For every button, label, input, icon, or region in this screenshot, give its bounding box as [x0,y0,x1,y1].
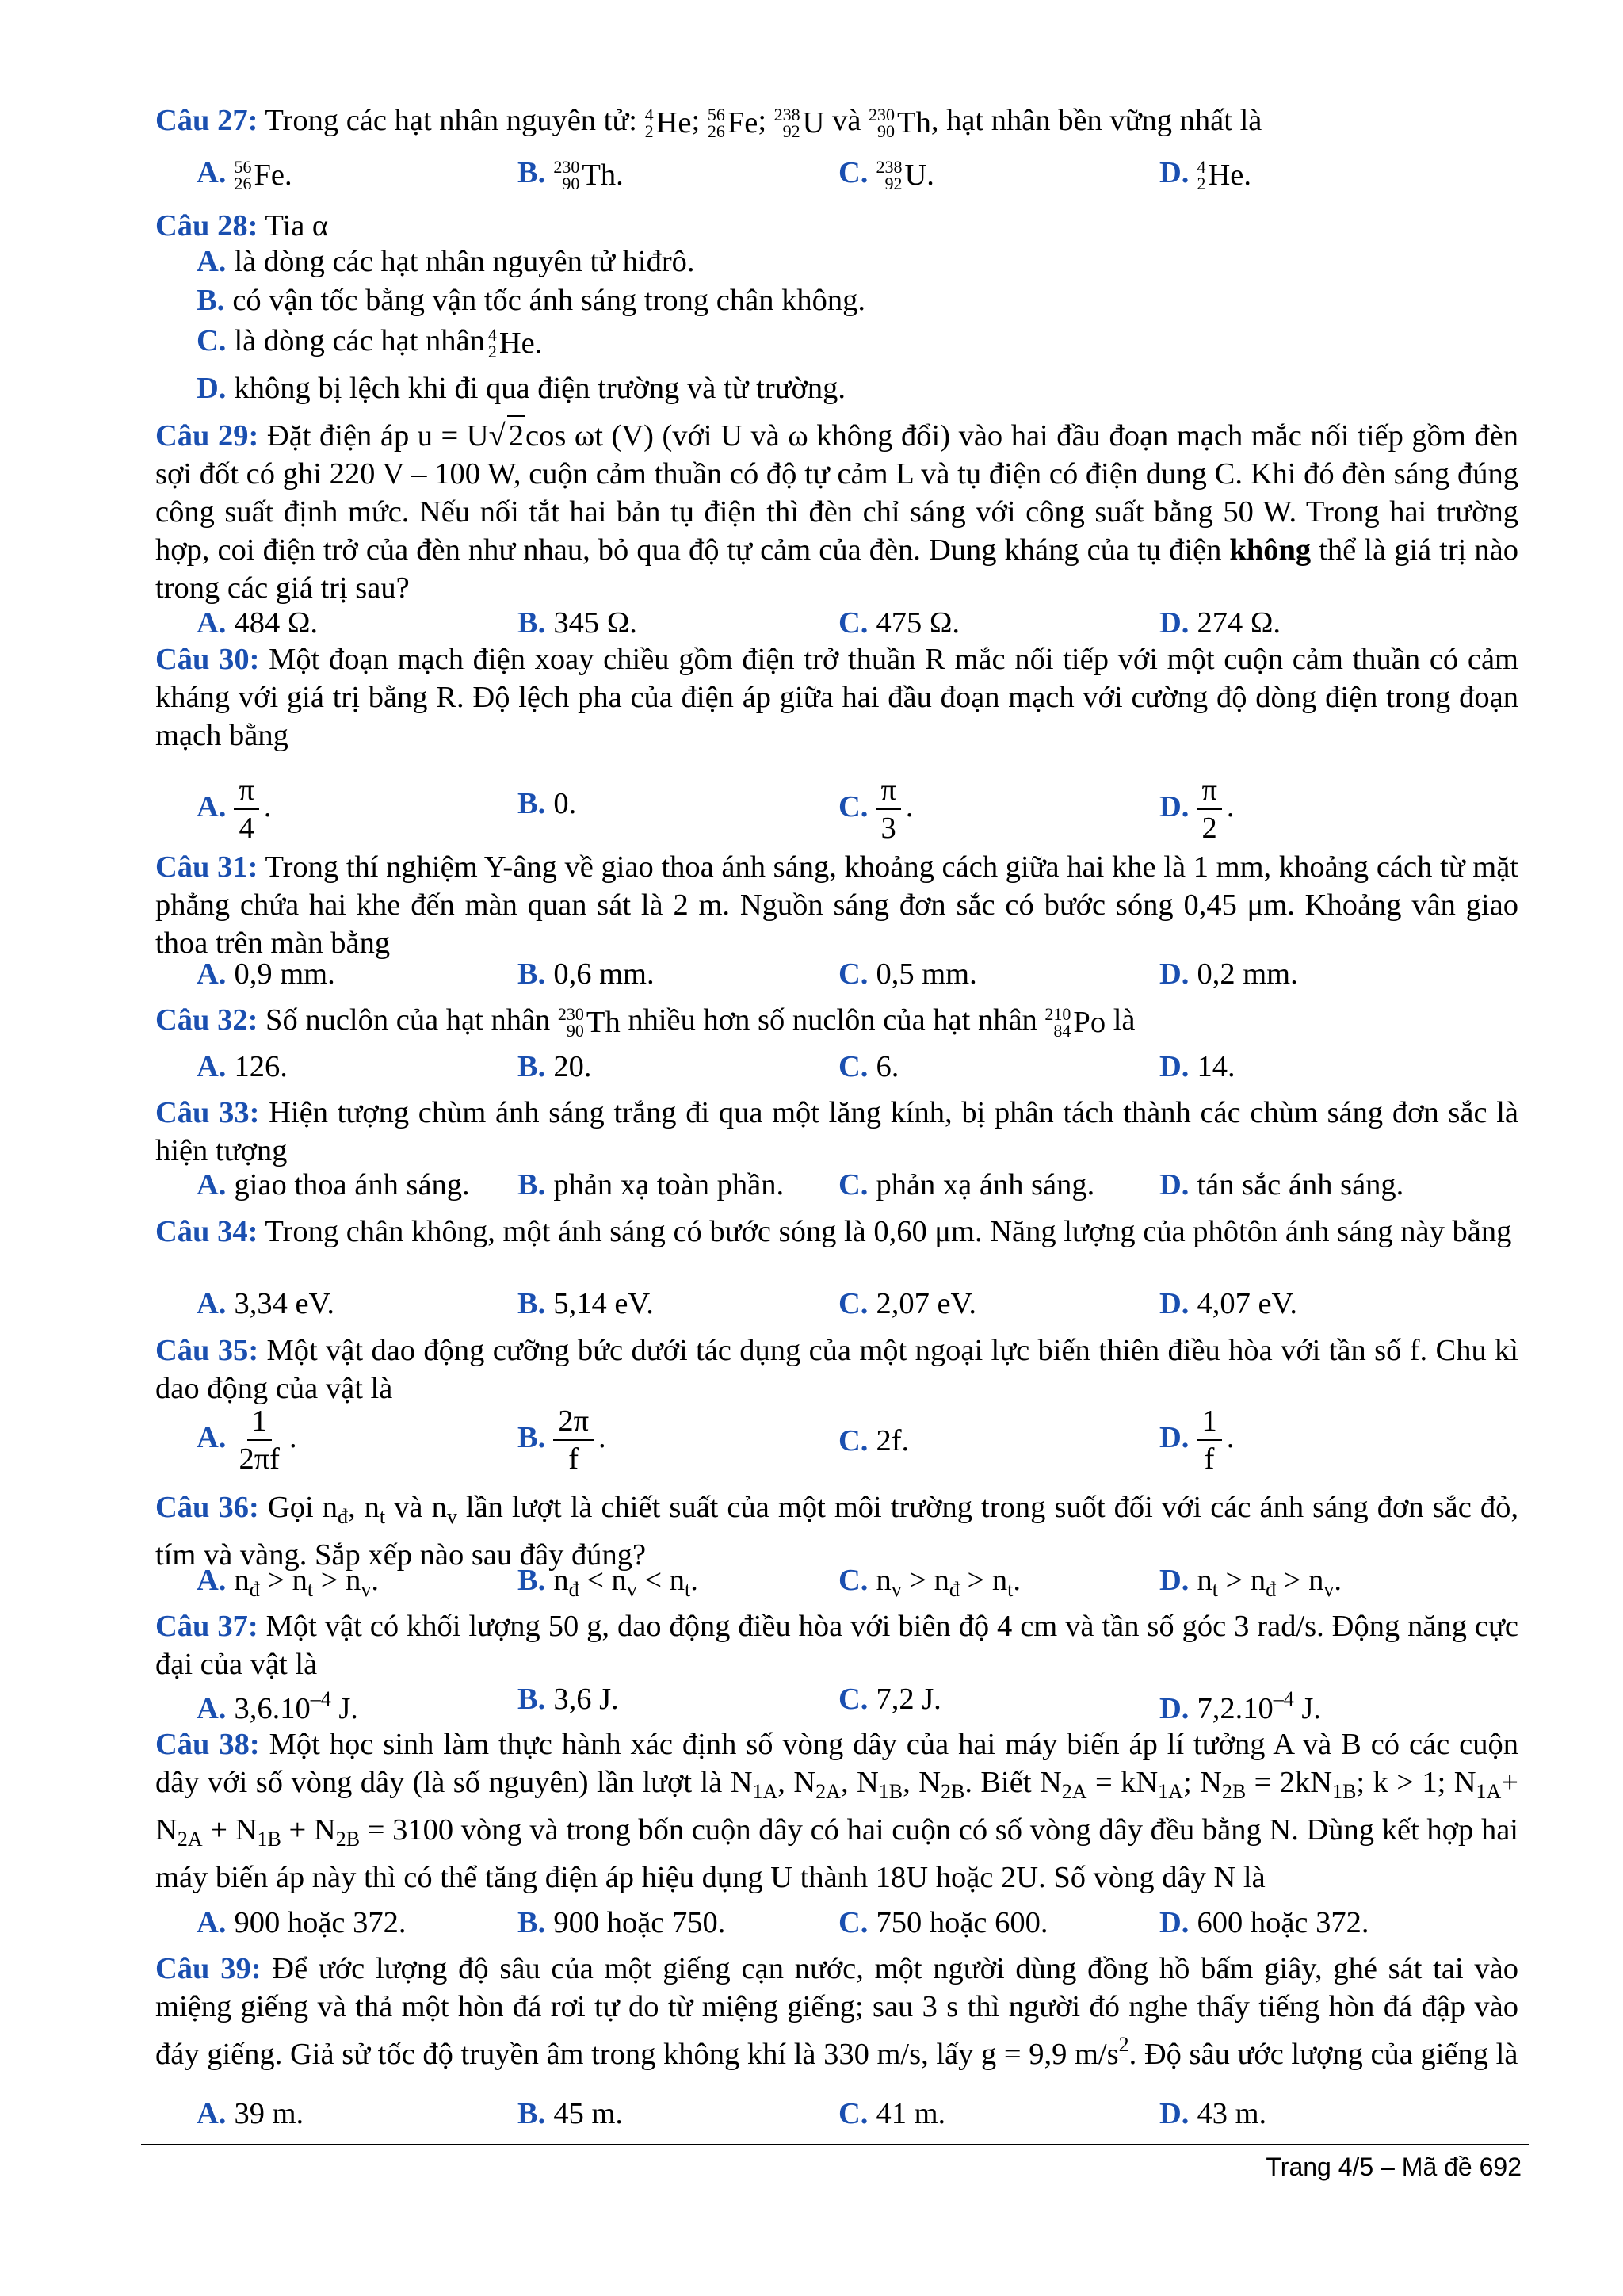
question-30: Câu 30: Một đoạn mạch điện xoay chiều gồm điện trở thuần R mắc nối tiếp với một cuộn cảm thuần có cảm kháng với giá trị bằng R. Độ lệch pha của điện áp giữa hai đầu đoạn mạch với cường độ dòng điện trong đoạn mạch bằng [155,643,1518,752]
option-d: D. 4 2 He. [1159,156,1251,194]
option-b: B. có vận tốc bằng vận tốc ánh sáng trong chân không. [197,284,865,317]
footer-divider [141,2144,1529,2145]
option-a: A. là dòng các hạt nhân nguyên tử hiđrô. [197,245,695,278]
option-d: D. $n_t > n_đ > n_v$. [1159,1564,1342,1601]
option-d: D. $7,2.10^{-4}$ J. [1159,1687,1321,1725]
option-c: C. 0,5 mm. [838,957,977,991]
options-31 [197,955,1528,1003]
question-31: Câu 31: Trong thí nghiệm Y-âng về giao thoa ánh sáng, khoảng cách giữa hai khe là 1 mm, khoảng cách từ mặt phẳng chứa hai khe đến màn quan sát là 2 m. Nguồn sáng đơn sắc có bước sóng 0,45 μm. Khoảng vân giao thoa trên màn bằng [155,850,1518,960]
option-b: B. 0,6 mm. [517,957,655,991]
options-38 [197,1904,1528,1951]
option-d: D. tán sắc ánh sáng. [1159,1168,1404,1201]
question-36: Câu 36: Gọi $n_đ$, $n_t$ và $n_v$ lần lượt là chiết suất của một môi trường trong suốt đối với các ánh sáng đơn sắc đỏ, tím và vàng. Sắp xếp nào sau đây đúng? [155,1491,1519,1572]
option-d: D. 4,07 eV. [1159,1287,1297,1320]
option-b: B. $\frac{2\pi}{f}$ . [517,1404,606,1476]
option-c: C. 238 92 U. [838,156,934,194]
option-c: C. 750 hoặc 600. [838,1906,1048,1939]
option-b: B. 45 m. [517,2097,624,2130]
question-28: Câu 28: Tia α [155,209,329,243]
option-a: A. $3,6.10^{-4}$ J. [197,1687,358,1725]
nuclide-fe: 56 26 Fe [707,105,758,142]
option-d: D. 600 hoặc 372. [1159,1906,1369,1939]
nuclide-th: 230 90 Th [869,105,931,142]
page-footer: Trang 4/5 – Mã đề 692 [1266,2153,1522,2181]
option-c: C. 7,2 J. [838,1683,941,1716]
option-c: C. 41 m. [838,2097,946,2130]
option-a: A. $\frac{1}{2\pi f}$ . [197,1404,297,1476]
question-27: Câu 27: Trong các hạt nhân nguyên tử: 4 2 He ; 56 26 Fe ; 238 92 U và 230 90 Th , hạt nhân bền vững nhất là [155,104,1262,142]
options-30 [197,759,1528,846]
option-c: C. 475 Ω. [838,606,960,640]
option-c: C. 2,07 eV. [838,1287,976,1320]
question-33: Câu 33: Hiện tượng chùm ánh sáng trắng đi qua một lăng kính, bị phân tách thành các chùm sáng đơn sắc là hiện tượng [155,1096,1518,1167]
option-c: C. $\frac{\pi}{3}$ . [838,774,914,845]
option-c: C. $n_v > n_đ > n_t$. [838,1564,1021,1601]
option-a: A. $n_đ > n_t > n_v$. [197,1564,379,1601]
option-a: A. 900 hoặc 372. [197,1906,407,1939]
option-d: D. không bị lệch khi đi qua điện trường và từ trường. [197,372,846,405]
question-38: Câu 38: Một học sinh làm thực hành xác định số vòng dây của hai máy biến áp lí tưởng A và B có các cuộn dây với số vòng dây (là số nguyên) lần lượt là $N_{1A}$, $N_{2A}$, $N_{1B}$, $N_{2B}$. Biết $N_{2A} = kN_{1A}$; $N_{2B} = 2kN_{1B}$; k > 1; $N_{1A}+ N_{2A} + N_{1B} + N_{2B} = 3100$ vòng và trong bốn cuộn dây có hai cuộn có số vòng dây đều bằng N. Dùng kết hợp hai máy biến áp này thì có thể tăng điện áp hiệu dụng U thành 18U hoặc 2U. Số vòng dây N là [155,1728,1519,1894]
option-a: A. 0,9 mm. [197,957,335,991]
option-d: D. 274 Ω. [1159,606,1281,640]
option-d: D. 14. [1159,1050,1235,1083]
options-32 [197,1048,1528,1095]
option-a: A. 126. [197,1050,288,1083]
options-33 [197,1166,1528,1213]
option-a: A. 484 Ω. [197,606,319,640]
option-c: C. phản xạ ánh sáng. [838,1168,1095,1201]
option-b: B. 0. [517,787,577,820]
option-b: B. 20. [517,1050,592,1083]
options-39 [197,2095,1528,2142]
option-b: B. 345 Ω. [517,606,637,640]
question-number: Câu 27: [155,104,258,137]
option-d: D. 0,2 mm. [1159,957,1298,991]
option-b: B. 230 90 Th. [517,156,624,194]
option-b: B. 900 hoặc 750. [517,1906,726,1939]
question-39: Câu 39: Để ước lượng độ sâu của một giếng cạn nước, một người dùng đồng hồ bấm giây, ghé sát tai vào miệng giếng và thả một hòn đá rơi tự do từ miệng giếng; sau 3 s thì người đó nghe thấy tiếng hòn đá đập vào đáy giếng. Giả sử tốc độ truyền âm trong không khí là 330 m/s, lấy g = 9,9 $m/s^2$. Độ sâu ước lượng của giếng là [155,1952,1518,2071]
option-a: A. $\frac{\pi}{4}$ . [197,774,272,845]
option-d: D. $\frac{\pi}{2}$ . [1159,774,1235,845]
question-32: Câu 32: Số nuclôn của hạt nhân 230 90 Th nhiều hơn số nuclôn của hạt nhân 210 84 Po là [155,1003,1136,1041]
option-c: C. 6. [838,1050,899,1083]
nuclide-he: 4 2 He [644,105,692,142]
option-c: C. là dòng các hạt nhân 4 2 He. [197,324,543,362]
option-a: A. 3,34 eV. [197,1287,334,1320]
option-b: B. phản xạ toàn phần. [517,1168,785,1201]
option-a: A. 39 m. [197,2097,304,2130]
question-37: Câu 37: Một vật có khối lượng 50 g, dao động điều hòa với biên độ 4 cm và tần số góc 3 rad/s. Động năng cực đại của vật là [155,1610,1518,1681]
option-a: A. 56 26 Fe. [197,156,292,194]
option-c: C. 2f. [838,1424,910,1457]
option-b: B. 3,6 J. [517,1683,619,1716]
question-29: Câu 29: Đặt điện áp u = U√ 2cos ωt (V) (với U và ω không đổi) vào hai đầu đoạn mạch mắc nối tiếp gồm đèn sợi đốt có ghi 220 V – 100 W, cuộn cảm thuần có độ tự cảm L và tụ điện có điện dung C. Khi đó đèn sáng đúng công suất định mức. Nếu nối tắt hai bản tụ điện thì đèn chỉ sáng với công suất bằng 50 W. Trong hai trường hợp, coi điện trở của đèn như nhau, bỏ qua độ tự cảm của đèn. Dung kháng của tụ điện không thể là giá trị nào trong các giá trị sau? [155,415,1518,607]
option-a: A. giao thoa ánh sáng. [197,1168,470,1201]
option-d: D. $\frac{1}{f}$ . [1159,1404,1235,1476]
options-35 [197,1403,1528,1490]
option-b: B. $n_đ < n_v < n_t$. [517,1564,698,1601]
nuclide-u: 238 92 U [773,105,825,142]
options-37 [197,1680,1528,1728]
question-34: Câu 34: Trong chân không, một ánh sáng có bước sóng là 0,60 μm. Năng lượng của phôtôn ánh sáng này bằng [155,1215,1512,1248]
option-d: D. 43 m. [1159,2097,1267,2130]
question-35: Câu 35: Một vật dao động cưỡng bức dưới tác dụng của một ngoại lực biến thiên điều hòa với tần số f. Chu kì dao động của vật là [155,1334,1519,1405]
option-b: B. 5,14 eV. [517,1287,654,1320]
options-27 [197,154,1528,201]
options-34 [197,1285,1528,1332]
options-36 [197,1561,1528,1609]
